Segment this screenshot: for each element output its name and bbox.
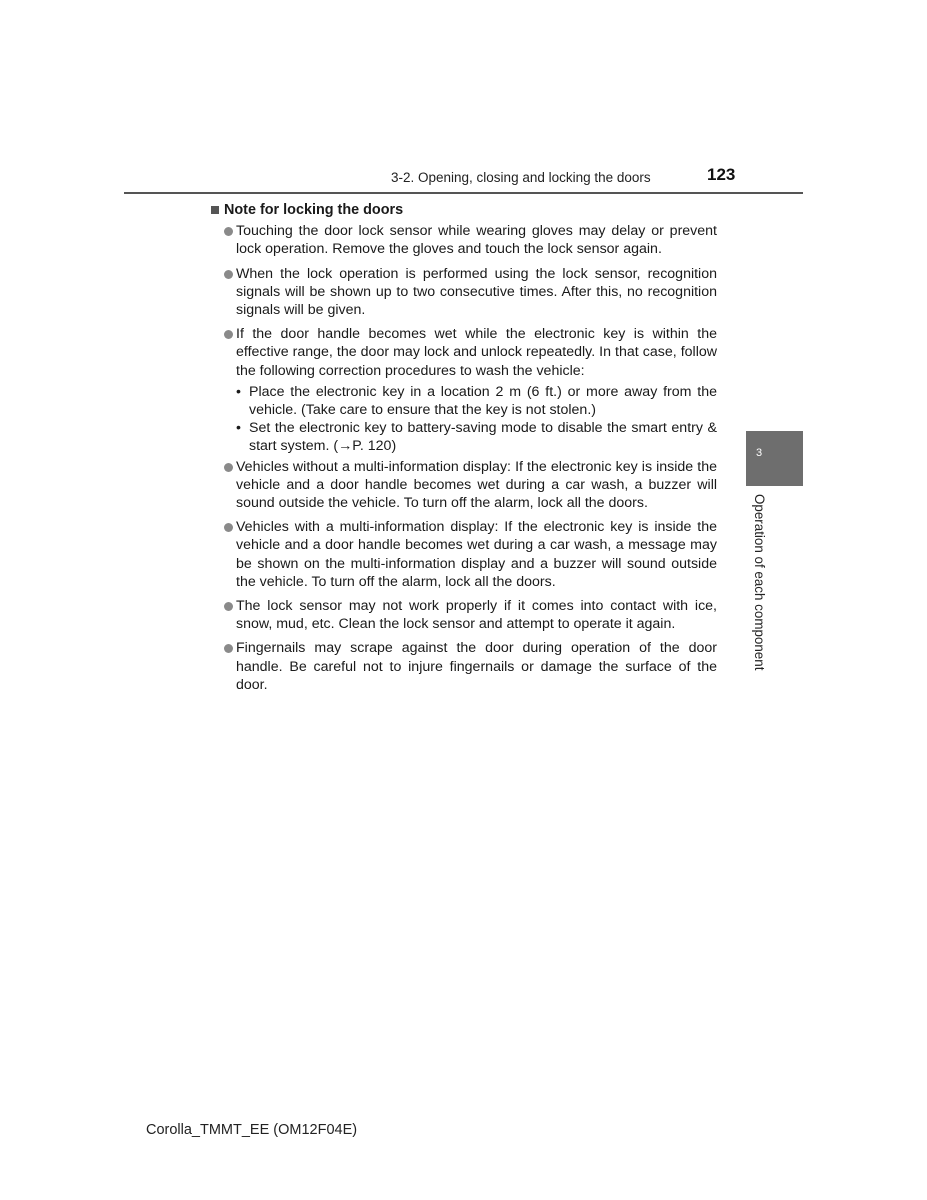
small-dot-icon: •: [236, 420, 241, 437]
circle-bullet-icon: [224, 227, 233, 236]
list-item-text: Vehicles with a multi-information display: If the electronic key is inside the vehicle and a door handle becomes wet during a car wash, a message may be shown on the multi-information display and a buzzer will sound outside the vehicle. To turn off the alarm, lock all the doors.: [236, 519, 717, 590]
list-item: [210, 639, 717, 694]
chapter-tab-number: 3: [756, 447, 763, 459]
circle-bullet-icon: [224, 270, 233, 279]
list-item-text: Vehicles without a multi-information display: If the electronic key is inside the vehicle and a door handle becomes wet during a car wash, a buzzer will sound outside the vehicle. To turn off the alarm, lock all the doors.: [236, 458, 717, 512]
chapter-tab: [746, 431, 803, 486]
list-item-text: The lock sensor may not work properly if it comes into contact with ice, snow, mud, etc. Clean the lock sensor and attempt to operate it again.: [236, 598, 717, 633]
section-heading: [210, 201, 717, 219]
sub-list: [210, 383, 717, 456]
list-item: [210, 518, 717, 591]
sub-list-item-text: Set the electronic key to battery-saving mode to disable the smart entry & start system. (→P. 120): [249, 420, 717, 455]
small-dot-icon: •: [236, 383, 241, 400]
list-item-text: Touching the door lock sensor while wearing gloves may delay or prevent lock operation. Remove the gloves and touch the lock sensor again.: [236, 223, 717, 258]
circle-bullet-icon: [224, 602, 233, 611]
page-header-title: 3-2. Opening, closing and locking the doors: [391, 170, 651, 185]
list-item-text: Fingernails may scrape against the door during operation of the door handle. Be careful not to injure fingernails or damage the surface of the door.: [236, 640, 717, 693]
circle-bullet-icon: [224, 523, 233, 532]
circle-bullet-icon: [224, 330, 233, 339]
list-item: [210, 325, 717, 380]
circle-bullet-icon: [224, 644, 233, 653]
page-footer: Corolla_TMMT_EE (OM12F04E): [146, 1122, 358, 1138]
chapter-tab-label: Operation of each component: [752, 494, 767, 671]
section-heading-text: Note for locking the doors: [224, 202, 404, 218]
list-item-text: When the lock operation is performed using the lock sensor, recognition signals will be shown up to two consecutive times. After this, no recognition signals will be given.: [236, 265, 717, 319]
note-section: [210, 201, 717, 700]
list-item: [210, 222, 717, 258]
sub-list-item-text: Place the electronic key in a location 2 m (6 ft.) or more away from the vehicle. (Take care to ensure that the key is not stolen.): [249, 383, 717, 419]
list-item: [210, 458, 717, 513]
list-item: [210, 597, 717, 633]
circle-bullet-icon: [224, 463, 233, 472]
list-item-text: If the door handle becomes wet while the electronic key is within the effective range, the door may lock and unlock repeatedly. In that case, follow the following correction procedures to wash the vehicle:: [236, 326, 717, 379]
square-icon: [211, 206, 219, 214]
page-number: 123: [707, 165, 736, 184]
sub-list-item: [210, 419, 717, 455]
sub-list-item: [210, 383, 717, 419]
list-item: [210, 265, 717, 320]
header-divider: [124, 192, 803, 194]
